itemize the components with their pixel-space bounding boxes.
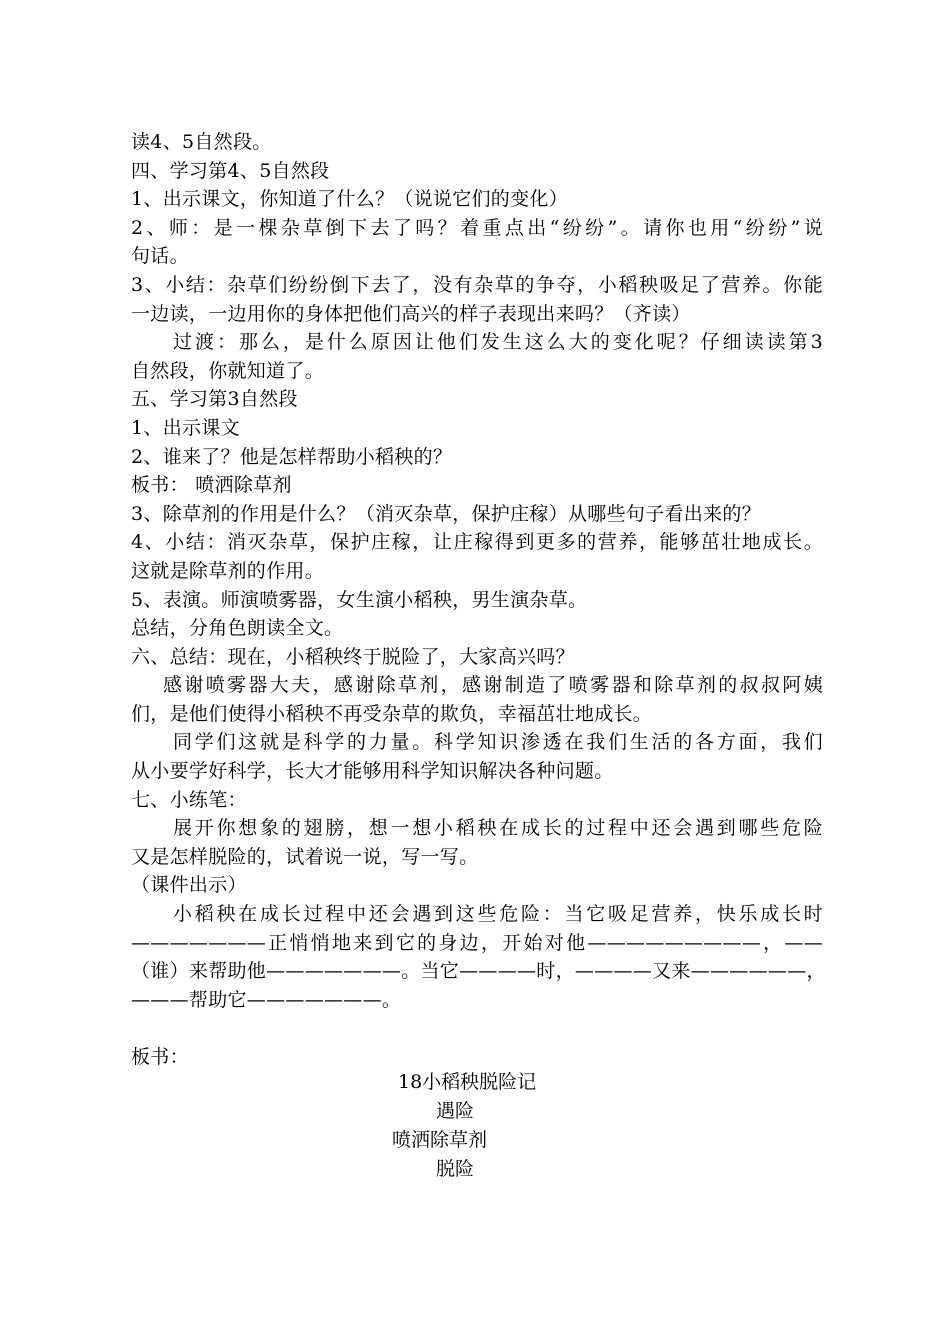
text-line: （课件出示） xyxy=(131,874,247,897)
text-line: 从小要学好科学，长大才能够用科学知识解决各种问题。 xyxy=(131,760,614,783)
section-heading: 五、学习第3自然段 xyxy=(131,388,298,411)
text-line: 一边读，一边用你的身体把他们高兴的样子表现出来吗？（齐读） xyxy=(131,302,691,325)
section-heading: 六、总结：现在，小稻秧终于脱险了，大家高兴吗？ xyxy=(131,645,575,668)
board-title: 18小稻秧脱险记 xyxy=(398,1071,537,1093)
blank-line xyxy=(131,1014,823,1043)
text-line: ———帮助它———————。 xyxy=(131,988,402,1011)
text-line: 感谢喷雾器大夫，感谢除草剂，感谢制造了喷雾器和除草剂的叔叔阿姨 xyxy=(163,674,823,697)
text-line: ———————正悄悄地来到它的身边，开始对他—————————，—— xyxy=(131,931,823,954)
board-line: 遇险 xyxy=(436,1100,475,1122)
board-line: 脱险 xyxy=(436,1158,475,1180)
text-line: 总结，分角色朗读全文。 xyxy=(131,617,344,640)
text-line: 句话。 xyxy=(131,245,189,268)
text-line: 2、谁来了？他是怎样帮助小稻秧的？ xyxy=(131,445,453,468)
text-line: 3、小结：杂草们纷纷倒下去了，没有杂草的争夺，小稻秧吸足了营养。你能 xyxy=(131,273,823,296)
board-line: 喷洒除草剂 xyxy=(392,1129,488,1151)
text-line: 5、表演。师演喷雾器，女生演小稻秧，男生演杂草。 xyxy=(131,588,588,611)
section-heading: 四、学习第4、5自然段 xyxy=(131,159,330,182)
text-line: 又是怎样脱险的，试着说一说，写一写。 xyxy=(131,845,479,868)
text-line: 小稻秧在成长过程中还会遇到这些危险：当它吸足营养，快乐成长时 xyxy=(173,903,823,926)
text-line: 这就是除草剂的作用。 xyxy=(131,559,325,582)
section-heading: 七、小练笔： xyxy=(131,788,247,811)
text-line: （谁）来帮助他———————。当它————时，————又来——————， xyxy=(131,960,826,983)
text-line: 1、出示课文 xyxy=(131,416,240,439)
text-line: 1、出示课文，你知道了什么？（说说它们的变化） xyxy=(131,188,568,211)
text-line: 3、除草剂的作用是什么？（消灭杂草，保护庄稼）从哪些句子看出来的？ xyxy=(131,502,761,525)
text-line: 过渡：那么，是什么原因让他们发生这么大的变化呢？仔细读读第3 xyxy=(173,331,823,354)
text-line: 4、小结：消灭杂草，保护庄稼，让庄稼得到更多的营养，能够茁壮地成长。 xyxy=(131,531,823,554)
text-line: 读4、5自然段。 xyxy=(131,131,272,153)
text-line: 同学们这就是科学的力量。科学知识渗透在我们生活的各方面，我们 xyxy=(173,731,823,754)
text-line: 们，是他们使得小稻秧不再受杂草的欺负，幸福茁壮地成长。 xyxy=(131,702,653,725)
text-line: 板书： 喷洒除草剂 xyxy=(131,474,292,497)
text-line: 展开你想象的翅膀，想一想小稻秧在成长的过程中还会遇到哪些危险 xyxy=(173,817,823,840)
text-line: 自然段，你就知道了。 xyxy=(131,359,325,382)
document-body xyxy=(131,128,826,1072)
text-line: 2、师：是一棵杂草倒下去了吗？着重点出“纷纷”。请你也用“纷纷”说 xyxy=(131,216,823,239)
board-label: 板书： xyxy=(131,1046,189,1068)
